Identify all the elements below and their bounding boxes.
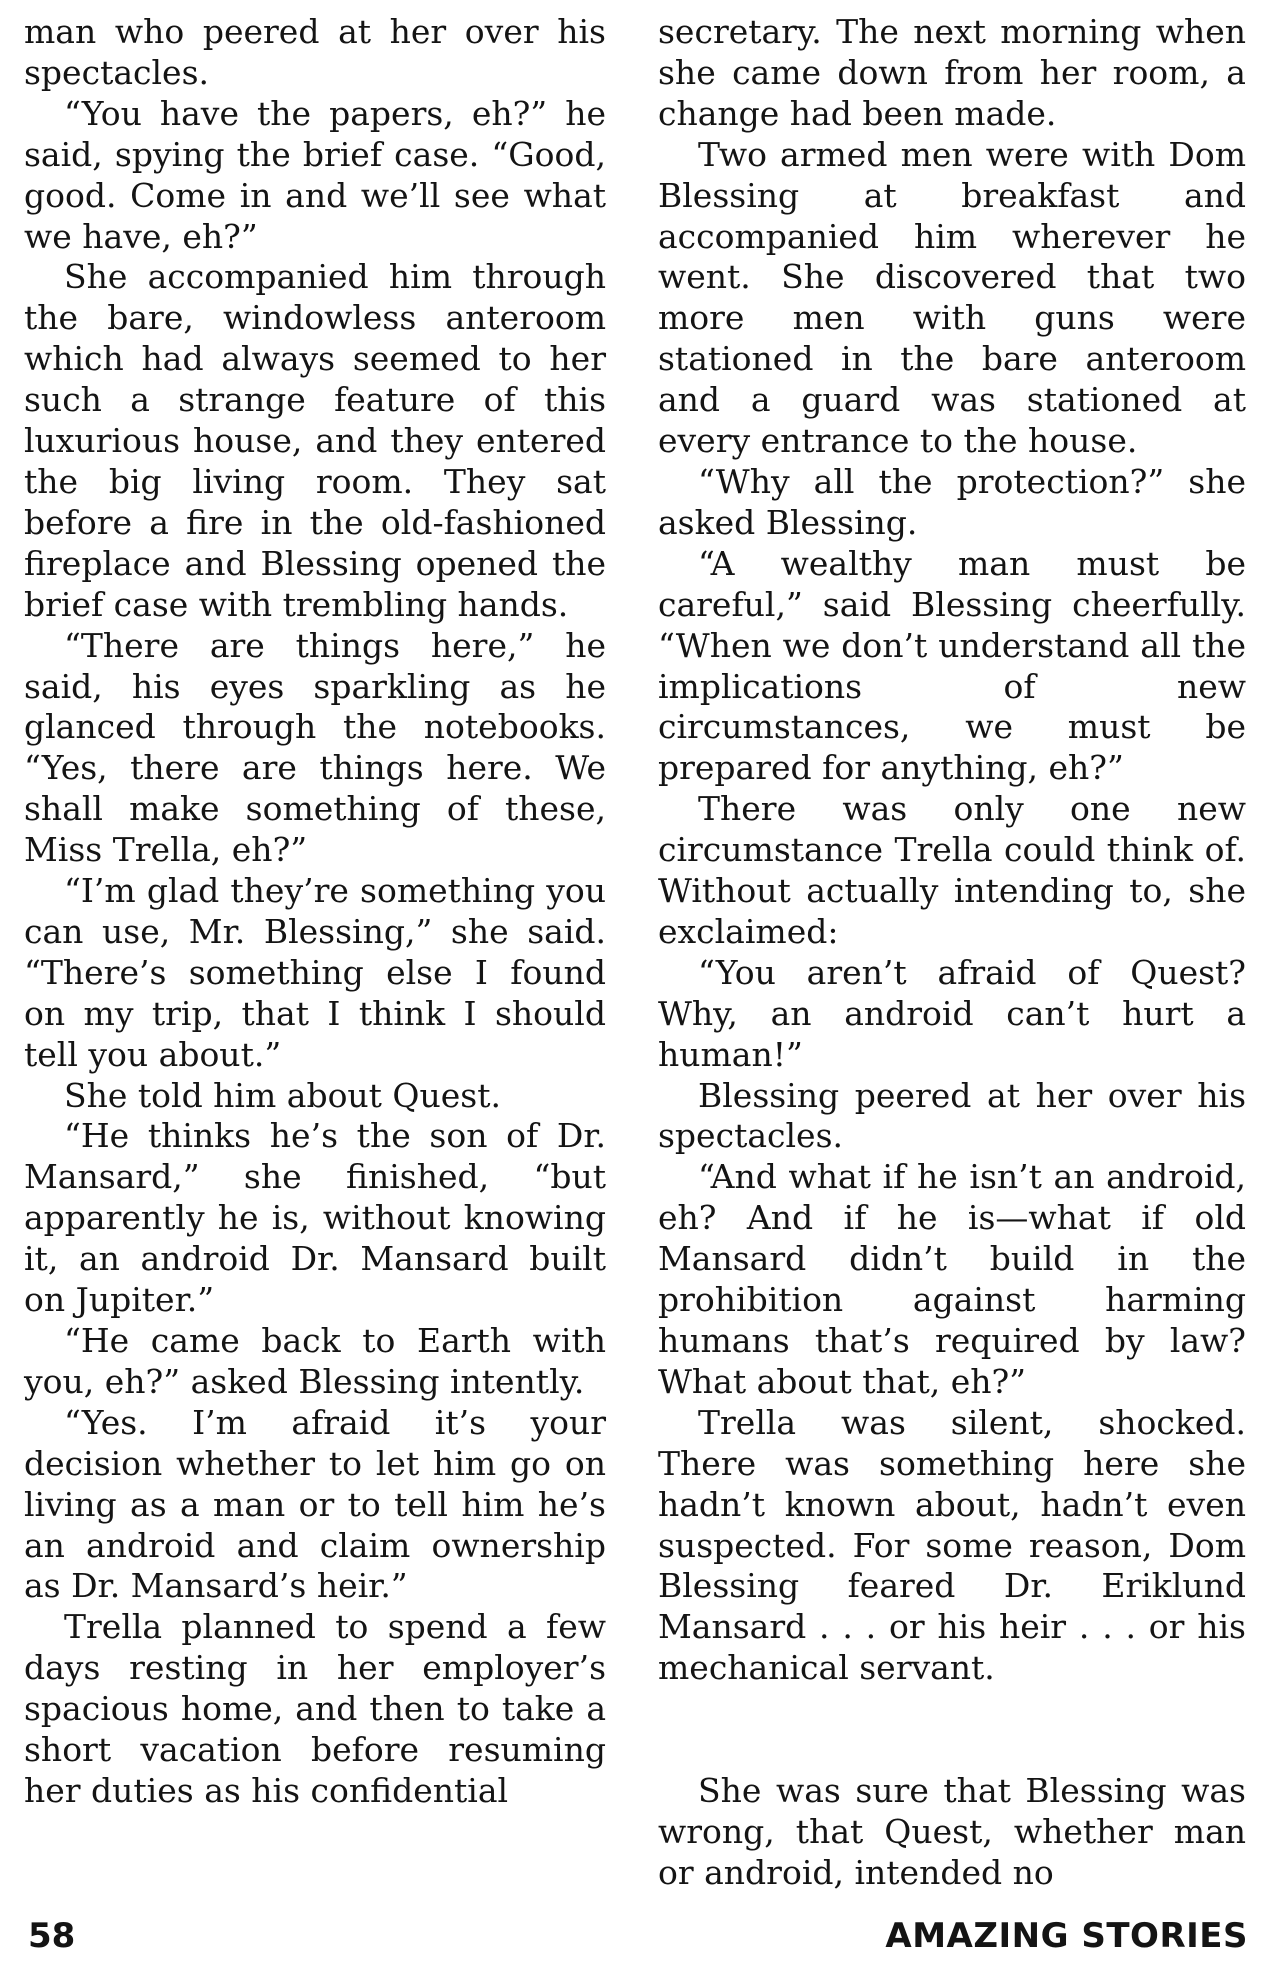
paragraph: “He came back to Earth with you, eh?” asked Blessing intently. xyxy=(24,1321,606,1401)
paragraph: “You have the papers, eh?” he said, spying the brief case. “Good, good. Come in and we’ll see what we have, eh?” xyxy=(24,93,606,256)
paragraph: She told him about Quest. xyxy=(64,1075,501,1115)
paragraph: She was sure that Blessing was wrong, that Quest, whether man or android, intended no xyxy=(658,1771,1246,1892)
page-number: 58 xyxy=(28,1916,76,1956)
paragraph: Trella was silent, shocked. There was something here she hadn’t known about, hadn’t even suspected. For some reason, Dom Blessing feared Dr. Eriklund Mansard . . . or his heir . . . or his mechanical servant. xyxy=(658,1402,1246,1688)
paragraph: Blessing peered at her over his spectacles. xyxy=(658,1075,1246,1156)
paragraph: “And what if he isn’t an android, eh? And if he is—what if old Mansard didn’t build in the prohibition against harming humans that’s required by law? What about that, eh?” xyxy=(658,1157,1246,1401)
paragraph: She accompanied him through the bare, windowless anteroom which had always seemed to her such a strange feature of this luxurious house, and they entered the big living room. They sat before a fire in the old-fashioned fireplace and Blessing opened the brief case with trembling hands. xyxy=(24,257,606,624)
left-text-column xyxy=(24,12,606,1812)
paragraph: “Why all the protection?” she asked Blessing. xyxy=(658,461,1246,542)
paragraph: secretary. The next morning when she came down from her room, a change had been made. xyxy=(658,12,1246,133)
paragraph: “There are things here,” he said, his eyes sparkling as he glanced through the notebooks. “Yes, there are things here. We shall make something of these, Miss Trella, eh?” xyxy=(24,625,606,870)
paragraph: “A wealthy man must be careful,” said Blessing cheerfully. “When we don’t understand all the implications of new circumstances, we must be prepared for anything, eh?” xyxy=(658,543,1246,788)
paragraph: Trella planned to spend a few days resting in her employer’s spacious home, and then to take a short vacation before resuming her duties as his confidential xyxy=(24,1607,606,1810)
paragraph: “You aren’t afraid of Quest? Why, an android can’t hurt a human!” xyxy=(658,952,1246,1074)
paragraph: man who peered at her over his spectacles. xyxy=(24,12,606,92)
right-text-column xyxy=(658,12,1246,1894)
paragraph: “He thinks he’s the son of Dr. Mansard,” she finished, “but apparently he is, without knowing it, an android Dr. Mansard built on Jupiter.” xyxy=(24,1116,606,1320)
running-head: AMAZING STORIES xyxy=(885,1916,1248,1956)
paragraph: There was only one new circumstance Trella could think of. Without actually intending to, she exclaimed: xyxy=(658,789,1246,951)
paragraph: Two armed men were with Dom Blessing at breakfast and accompanied him wherever he went. She discovered that two more men with guns were stationed in the bare anteroom and a guard was stationed at every entrance to the house. xyxy=(658,134,1246,461)
paragraph: “Yes. I’m afraid it’s your decision whether to let him go on living as a man or to tell him he’s an android and claim ownership as Dr. Mansard’s heir.” xyxy=(24,1402,606,1606)
paragraph: “I’m glad they’re something you can use, Mr. Blessing,” she said. “There’s something else I found on my trip, that I think I should tell you about.” xyxy=(24,871,606,1074)
